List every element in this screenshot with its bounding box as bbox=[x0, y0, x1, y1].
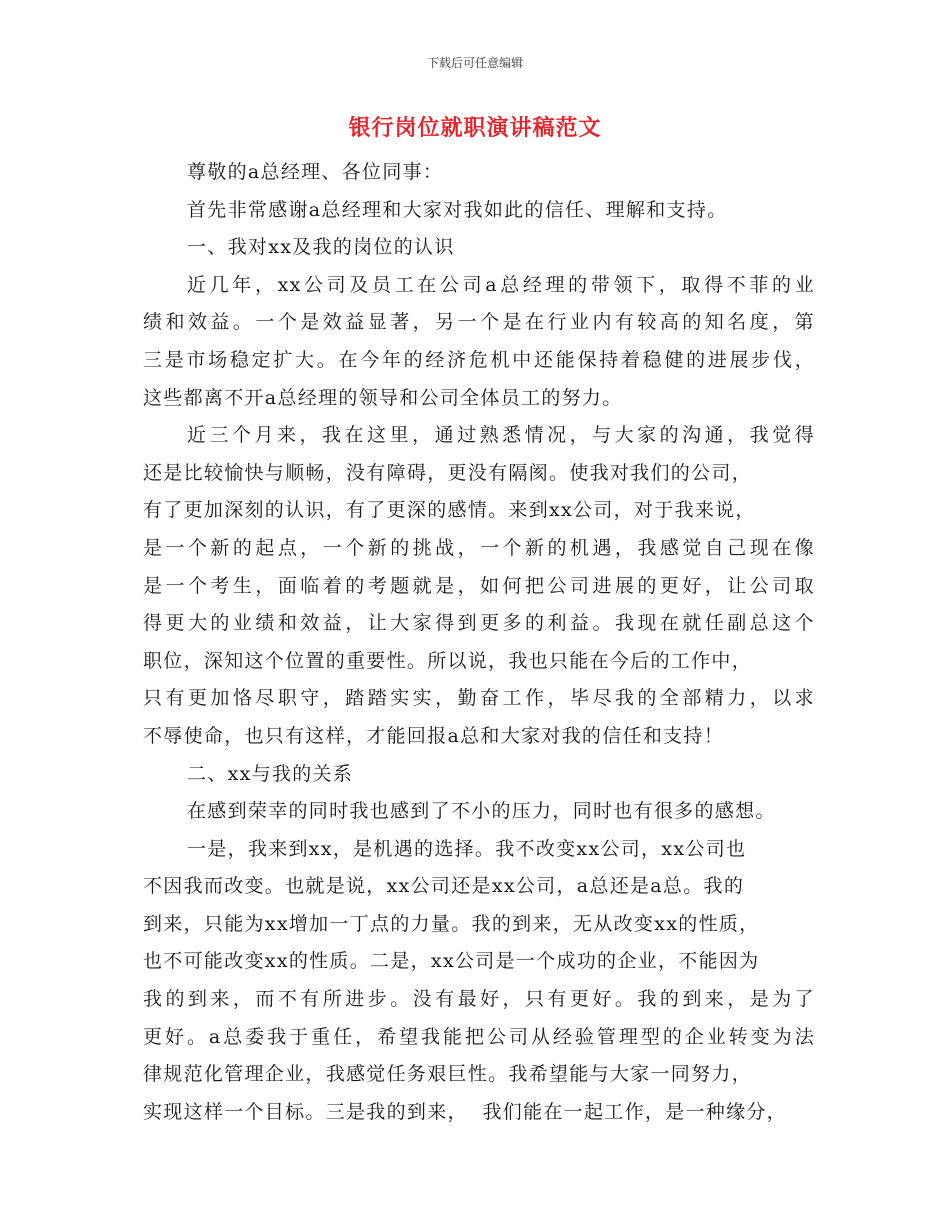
paragraph-line: 还是比较愉快与顺畅，没有障碍，更没有隔阂。使我对我们的公司， bbox=[143, 461, 753, 484]
paragraph-line: 近几年，xx公司及员工在公司a总经理的带领下，取得不菲的业 bbox=[187, 273, 815, 296]
paragraph-line: 到来，只能为xx增加一丁点的力量。我的到来，无从改变xx的性质， bbox=[143, 912, 760, 935]
paragraph-line: 不因我而改变。也就是说，xx公司还是xx公司，a总还是a总。我的 bbox=[143, 875, 745, 898]
paragraph-line: 是一个考生，面临着的考题就是，如何把公司进展的更好，让公司取 bbox=[143, 574, 815, 597]
page-header-note: 下载后可任意编辑 bbox=[426, 56, 523, 70]
paragraph-line: 近三个月来，我在这里，通过熟悉情况，与大家的沟通，我觉得 bbox=[187, 424, 815, 447]
paragraph-line: 三是市场稳定扩大。在今年的经济危机中还能保持着稳健的进展步伐， bbox=[143, 348, 815, 371]
paragraph-line: 只有更加恪尽职守，踏踏实实，勤奋工作，毕尽我的全部精力，以求 bbox=[143, 687, 815, 710]
paragraph-line: 在感到荣幸的同时我也感到了不小的压力，同时也有很多的感想。 bbox=[187, 800, 776, 823]
paragraph-line: 绩和效益。一个是效益显著，另一个是在行业内有较高的知名度，第 bbox=[143, 311, 815, 334]
paragraph-line: 实现这样一个目标。三是我的到来， 我们能在一起工作，是一种缘分， bbox=[143, 1100, 787, 1123]
paragraph-line: 我的到来，而不有所进步。没有最好，只有更好。我的到来，是为了 bbox=[143, 988, 815, 1011]
paragraph-line: 得更大的业绩和效益，让大家得到更多的利益。我现在就任副总这个 bbox=[143, 612, 815, 635]
paragraph-line: 一是，我来到xx，是机遇的选择。我不改变xx公司，xx公司也 bbox=[187, 837, 747, 860]
salutation-line: 尊敬的a总经理、各位同事： bbox=[187, 161, 444, 183]
document-body bbox=[143, 154, 815, 1131]
paragraph-line: 职位，深知这个位置的重要性。所以说，我也只能在今后的工作中， bbox=[143, 649, 753, 672]
section-heading-1: 一、我对xx及我的岗位的认识 bbox=[187, 236, 455, 259]
paragraph-line: 律规范化管理企业，我感觉任务艰巨性。我希望能与大家一同努力， bbox=[143, 1063, 753, 1086]
paragraph-line: 有了更加深刻的认识，有了更深的感情。来到xx公司，对于我来说， bbox=[143, 499, 756, 522]
paragraph-line: 不辱使命，也只有这样，才能回报a总和大家对我的信任和支持！ bbox=[143, 724, 725, 747]
section-heading-2: 二、xx与我的关系 bbox=[187, 762, 354, 785]
paragraph-line: 是一个新的起点，一个新的挑战，一个新的机遇，我感觉自己现在像 bbox=[143, 536, 815, 559]
paragraph-line: 这些都离不开a总经理的领导和公司全体员工的努力。 bbox=[143, 386, 623, 409]
paragraph-line: 首先非常感谢a总经理和大家对我如此的信任、理解和支持。 bbox=[187, 198, 728, 221]
paragraph-line: 更好。a总委我于重任，希望我能把公司从经验管理型的企业转变为法 bbox=[143, 1025, 815, 1048]
paragraph-line: 也不可能改变xx的性质。二是，xx公司是一个成功的企业，不能因为 bbox=[143, 950, 760, 973]
document-title: 银行岗位就职演讲稿范文 bbox=[348, 115, 602, 141]
